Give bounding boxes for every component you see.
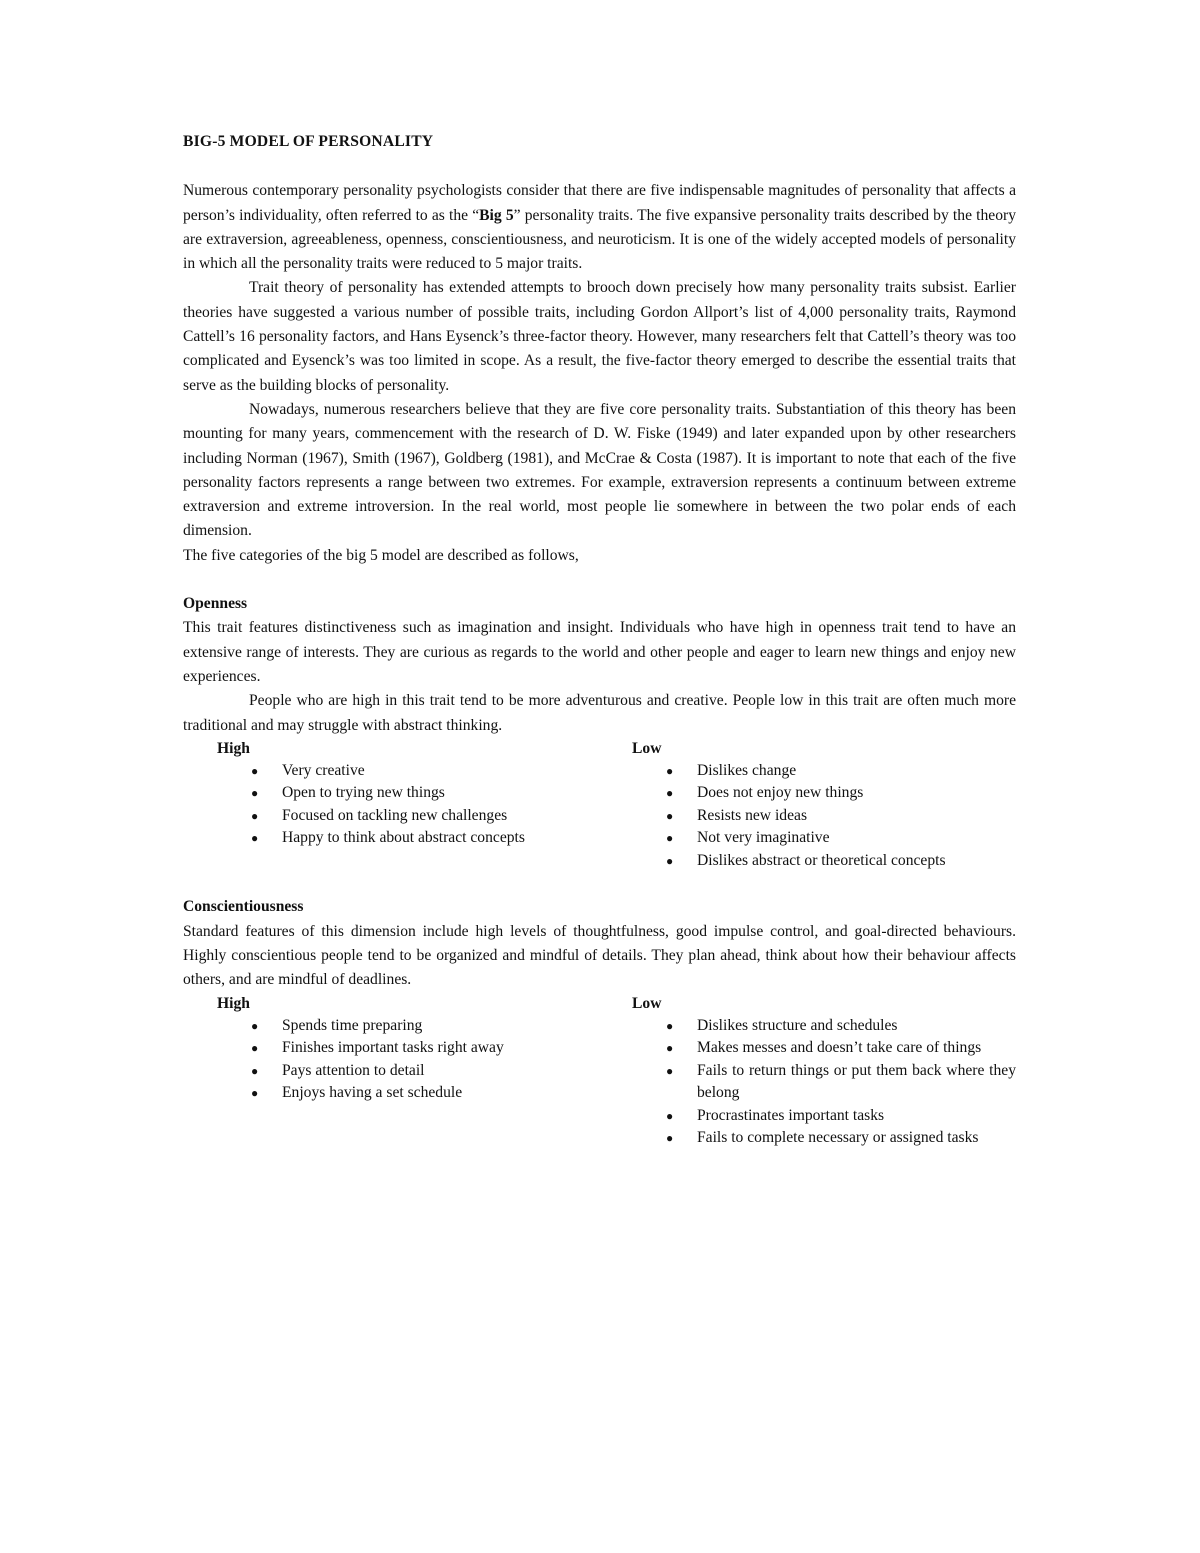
- conscientiousness-high-list: [217, 1015, 598, 1105]
- list-item: [217, 827, 598, 850]
- intro-text: Numerous contemporary personality psychologists consider that there are five indispensable magnitudes of personality that affects a person’s individuality, often referred to as the “: [183, 182, 1016, 224]
- intro-paragraph-1: [183, 179, 1016, 276]
- list-item-text: Spends time preparing: [282, 1016, 423, 1034]
- list-item-text: Happy to think about abstract concepts: [282, 829, 525, 847]
- document-page: [183, 130, 1016, 1150]
- list-item: [632, 1105, 1016, 1128]
- list-item-text: Fails to complete necessary or assigned tasks: [697, 1129, 979, 1147]
- list-item-text: Not very imaginative: [697, 829, 830, 847]
- list-item: [217, 782, 598, 805]
- list-item: [632, 805, 1016, 828]
- list-item: [632, 1127, 1016, 1150]
- bullet-icon: ●: [666, 1108, 674, 1123]
- openness-high-label: High: [217, 739, 250, 757]
- intro-paragraph-4: The five categories of the big 5 model are described as follows,: [183, 546, 579, 564]
- list-item: [217, 1082, 598, 1105]
- bullet-icon: ●: [251, 1063, 259, 1078]
- list-item-text: Enjoys having a set schedule: [282, 1084, 463, 1102]
- conscientiousness-paragraph-1: Standard features of this dimension include high levels of thoughtfulness, good impulse control, and goal-directed behaviours. Highly conscientious people tend to be organized and mindful of details. They plan ahead, think about how their behaviour affects others, and are mindful of deadlines.: [183, 922, 1016, 989]
- bullet-icon: ●: [251, 808, 259, 823]
- list-item: [632, 1015, 1016, 1038]
- openness-low-list: [632, 760, 1016, 873]
- intro-text-continued: ” personality traits. The five expansive personality traits described by the theory are extraversion, agreeableness, openness, conscientiousness, and neuroticism. It is one of the widely accepted models of personality in which all the personality traits were reduced to 5 major traits.: [183, 206, 1016, 273]
- openness-low-label: Low: [632, 739, 662, 757]
- list-item-text: Resists new ideas: [697, 806, 808, 824]
- openness-paragraph-2: People who are high in this trait tend to be more adventurous and creative. People low in this trait are often much more traditional and may struggle with abstract thinking.: [183, 692, 1016, 734]
- list-item: [217, 805, 598, 828]
- openness-low-column: [598, 738, 1016, 873]
- list-item: [217, 1060, 598, 1083]
- conscientiousness-high-label: High: [217, 994, 250, 1012]
- big-5-emphasis: Big 5: [479, 206, 514, 224]
- conscientiousness-heading: Conscientiousness: [183, 898, 304, 916]
- openness-trait-columns: [183, 738, 1016, 873]
- bullet-icon: ●: [666, 1131, 674, 1146]
- list-item-text: Focused on tackling new challenges: [282, 806, 508, 824]
- page-title: BIG-5 MODEL OF PERSONALITY: [183, 133, 434, 150]
- list-item-text: Fails to return things or put them back where they belong: [697, 1061, 1016, 1102]
- bullet-icon: ●: [666, 763, 674, 778]
- list-item: [632, 782, 1016, 805]
- list-item-text: Does not enjoy new things: [697, 784, 864, 802]
- intro-paragraph-3: Nowadays, numerous researchers believe that they are five core personality traits. Substantiation of this theory has been mounting for many years, commencement with the research of D. W. Fiske (1949) and later expanded upon by other researchers including Norman (1967), Smith (1967), Goldberg (1981), and McCrae & Costa (1987). It is important to note that each of the five personality factors represents a range between two extremes. For example, extraversion represents a continuum between extreme extraversion and extreme introversion. In the real world, most people lie somewhere in between the two polar ends of each dimension.: [183, 400, 1016, 540]
- openness-high-column: [183, 738, 598, 873]
- conscientiousness-low-list: [632, 1015, 1016, 1150]
- list-item-text: Procrastinates important tasks: [697, 1106, 885, 1124]
- bullet-icon: ●: [666, 1041, 674, 1056]
- list-item-text: Dislikes structure and schedules: [697, 1016, 898, 1034]
- list-item: [217, 1015, 598, 1038]
- bullet-icon: ●: [251, 1041, 259, 1056]
- openness-heading: Openness: [183, 595, 248, 613]
- bullet-icon: ●: [251, 786, 259, 801]
- bullet-icon: ●: [666, 831, 674, 846]
- conscientiousness-low-label: Low: [632, 994, 662, 1012]
- bullet-icon: ●: [666, 808, 674, 823]
- openness-high-list: [217, 760, 598, 850]
- conscientiousness-low-column: [598, 993, 1016, 1150]
- list-item: [632, 1060, 1016, 1105]
- list-item-text: Dislikes change: [697, 761, 797, 779]
- list-item: [632, 1037, 1016, 1060]
- intro-paragraph-2: Trait theory of personality has extended attempts to brooch down precisely how many personality traits subsist. Earlier theories have suggested a various number of possible traits, including Gordon Allport’s list of 4,000 personality traits, Raymond Cattell’s 16 personality factors, and Hans Eysenck’s three-factor theory. However, many researchers felt that Cattell’s theory was too complicated and Eysenck’s was too limited in scope. As a result, the five-factor theory emerged to describe the essential traits that serve as the building blocks of personality.: [183, 279, 1016, 394]
- list-item-text: Open to trying new things: [282, 784, 445, 802]
- list-item: [632, 827, 1016, 850]
- bullet-icon: ●: [666, 786, 674, 801]
- list-item-text: Finishes important tasks right away: [282, 1039, 504, 1057]
- list-item-text: Very creative: [282, 761, 365, 779]
- bullet-icon: ●: [251, 1018, 259, 1033]
- conscientiousness-high-column: [183, 993, 598, 1150]
- list-item-text: Dislikes abstract or theoretical concepts: [697, 851, 946, 869]
- bullet-icon: ●: [666, 1063, 674, 1078]
- list-item-text: Pays attention to detail: [282, 1061, 425, 1079]
- bullet-icon: ●: [666, 1018, 674, 1033]
- list-item-text: Makes messes and doesn’t take care of things: [697, 1039, 982, 1057]
- conscientiousness-trait-columns: [183, 993, 1016, 1150]
- list-item: [632, 850, 1016, 873]
- bullet-icon: ●: [666, 853, 674, 868]
- list-item: [217, 760, 598, 783]
- openness-paragraph-1: This trait features distinctiveness such as imagination and insight. Individuals who have high in openness trait tend to have an extensive range of interests. They are curious as regards to the world and other people and eager to learn new things and enjoy new experiences.: [183, 619, 1016, 685]
- bullet-icon: ●: [251, 831, 259, 846]
- bullet-icon: ●: [251, 1086, 259, 1101]
- list-item: [217, 1037, 598, 1060]
- bullet-icon: ●: [251, 763, 259, 778]
- list-item: [632, 760, 1016, 783]
